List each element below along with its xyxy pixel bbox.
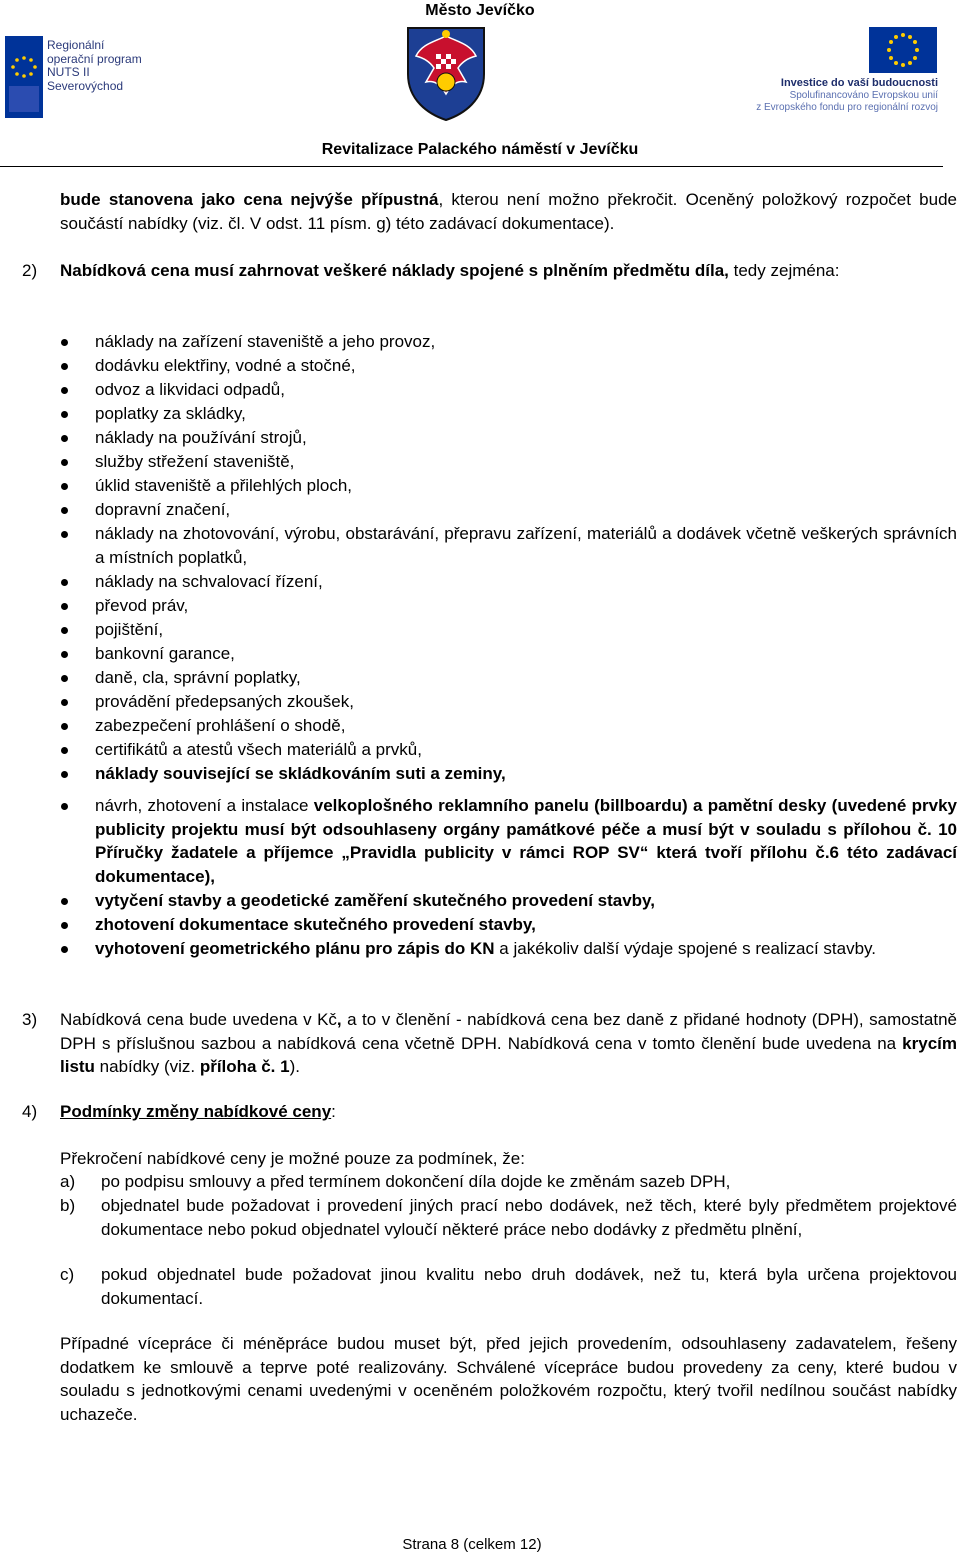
eu-flag-icon [5, 36, 43, 118]
bullet-dot [61, 483, 68, 490]
eu-logo-line: Investice do vaší budoucnosti [780, 77, 938, 89]
bullet-dot [61, 387, 68, 394]
bullet-dot [61, 507, 68, 514]
list-item-billboard [95, 794, 957, 888]
list-item: úklid staveniště a přilehlých ploch, [95, 476, 353, 495]
list-item: služby střežení staveniště, [95, 452, 295, 471]
list-item: náklady související se skládkováním suti a zeminy, [95, 764, 506, 783]
rop-logo-line: NUTS II Severovýchod [47, 65, 124, 93]
bullet-dot [61, 459, 68, 466]
bullet-dot [61, 803, 68, 810]
list-item: dodávku elektřiny, vodné a stočné, [95, 356, 356, 375]
bullet-dot [61, 771, 68, 778]
condition-text: pokud objednatel bude požadovat jinou kvalitu nebo druh dodávek, než tu, která byla určena projektovou dokumentací. [101, 1265, 957, 1308]
section-2-number: 2) [22, 261, 38, 280]
list-item: náklady na používání strojů, [95, 428, 307, 447]
intro-bold: bude stanovena jako cena nejvýše přípustná [60, 190, 439, 209]
rop-logo [5, 36, 165, 118]
section-3-number: 3) [22, 1010, 38, 1029]
list-item: náklady na schvalovací řízení, [95, 572, 323, 591]
bullet-dot [61, 363, 68, 370]
geometric-plan-bold: vyhotovení geometrického plánu pro zápis do KN [95, 939, 495, 958]
list-item: převod práv, [95, 596, 189, 615]
section-4-heading [60, 1100, 957, 1124]
list-item: provádění předepsaných zkoušek, [95, 692, 354, 711]
bullet-dot [61, 946, 68, 953]
section-3-text: Nabídková cena bude uvedena v Kč [60, 1010, 337, 1029]
eu-logo [752, 27, 942, 117]
section-3-text: a to v členění - nabídková cena bez daně z přidané hodnoty (DPH), samostatně DPH s příslušnou sazbou a nabídková cena včetně DPH. Nabídková cena v tomto členění bude uvedena na [60, 1010, 957, 1053]
bullet-dot [61, 922, 68, 929]
section-2-rest: tedy zejména: [728, 261, 840, 280]
bullet-dot [61, 699, 68, 706]
bullet-dot [61, 603, 68, 610]
section-2-heading [60, 259, 957, 283]
town-name: Město Jevíčko [425, 2, 535, 19]
bullet-dot [61, 723, 68, 730]
coat-of-arms-icon [404, 22, 488, 122]
page-number: Strana 8 (celkem 12) [402, 1536, 542, 1553]
eu-logo-line: Spolufinancováno Evropskou unií [789, 90, 938, 101]
list-item: zabezpečení prohlášení o shodě, [95, 716, 346, 735]
section-4-number: 4) [22, 1102, 38, 1121]
list-item: poplatky za skládky, [95, 404, 246, 423]
condition-label: a) [60, 1172, 76, 1191]
condition-label: b) [60, 1196, 76, 1215]
list-item: vytyčení stavby a geodetické zaměření skutečného provedení stavby, [95, 891, 655, 910]
condition-text: po podpisu smlouvy a před termínem dokončení díla dojde ke změnám sazeb DPH, [101, 1172, 731, 1191]
billboard-text: návrh, zhotovení a instalace [95, 796, 314, 815]
bullet-dot [61, 747, 68, 754]
bullet-dot [61, 627, 68, 634]
eu-stars-flag-icon [869, 27, 937, 73]
list-item: pojištění, [95, 620, 164, 639]
section-2-bold: Nabídková cena musí zahrnovat veškeré náklady spojené s plněním předmětu díla, [60, 261, 729, 280]
list-item: zhotovení dokumentace skutečného provedení stavby, [95, 915, 536, 934]
bullet-dot [61, 339, 68, 346]
project-title: Revitalizace Palackého náměstí v Jevíčku [321, 141, 639, 158]
section-4-title: Podmínky změny nabídkové ceny [60, 1102, 332, 1121]
condition-text: objednatel bude požadovat i provedení jiných prací nebo dodávek, než těch, které byly předmětem projektové dokumentace nebo pokud objednatel vyloučí některé práce nebo dodávky z předmětu plnění, [101, 1196, 957, 1239]
section-3-paragraph [60, 1008, 957, 1079]
condition-label: c) [60, 1265, 75, 1284]
list-item: certifikátů a atestů všech materiálů a prvků, [95, 740, 422, 759]
bullet-dot [61, 898, 68, 905]
section-3-bold: příloha č. 1 [199, 1057, 290, 1076]
bullet-dot [61, 651, 68, 658]
list-item: bankovní garance, [95, 644, 235, 663]
list-item-geometric-plan [95, 937, 957, 961]
intro-text: , kterou není možno překročit. Oceněný položkový rozpočet bude součástí nabídky (viz. čl. V odst. 11 písm. g) této zadávací dokumentace). [60, 190, 957, 233]
list-item: náklady na zhotovování, výrobu, obstarávání, přepravu zařízení, materiálů a dodávek včetně veškerých správních a místních poplatků, [95, 524, 957, 567]
rop-logo-line: operační program [47, 51, 142, 66]
section-3-bold: , [336, 1010, 342, 1029]
list-item: daně, cla, správní poplatky, [95, 668, 301, 687]
list-item: náklady na zařízení staveniště a jeho provoz, [95, 332, 436, 351]
section-3-bold: krycím listu [60, 1033, 957, 1076]
section-3-text: ). [289, 1057, 300, 1076]
intro-paragraph [60, 188, 957, 235]
section-3-text: nabídky (viz. [94, 1057, 200, 1076]
bullet-dot [61, 579, 68, 586]
bullet-dot [61, 411, 68, 418]
eu-logo-line: z Evropského fondu pro regionální rozvoj [756, 102, 938, 113]
geometric-plan-text: a jakékoliv další výdaje spojené s realizací stavby. [494, 939, 876, 958]
bullet-dot [61, 675, 68, 682]
rop-logo-line: Regionální [47, 38, 105, 52]
bullet-dot [61, 435, 68, 442]
bullet-dot [61, 531, 68, 538]
list-item: dopravní značení, [95, 500, 231, 519]
billboard-bold: velkoplošného reklamního panelu (billboardu) a pamětní desky (uvedené prvky publicity projektu musí být odsouhlaseny orgány památkové péče a musí být v souladu s přílohou č. 10 Příručky žadatele a příjemce „Pravidla publicity v rámci ROP SV“ která tvoří přílohu č.6 této zadávací dokumentace), [95, 796, 957, 886]
section-4-closing: Případné vícepráce či méněpráce budou muset být, před jejich provedením, odsouhlaseny zadavatelem, řešeny dodatkem ke smlouvě a teprve poté realizovány. Schválené vícepráce budou provedeny za ceny, které budou v souladu s jednotkovými cenami uvedenými v oceněném položkovém rozpočtu, který tvořil nedílnou součást nabídky uchazeče. [60, 1334, 957, 1424]
list-item: odvoz a likvidaci odpadů, [95, 380, 285, 399]
section-4-intro: Překročení nabídkové ceny je možné pouze za podmínek, že: [60, 1149, 525, 1168]
header-divider [0, 166, 943, 167]
section-4-title-rest: : [331, 1102, 336, 1121]
